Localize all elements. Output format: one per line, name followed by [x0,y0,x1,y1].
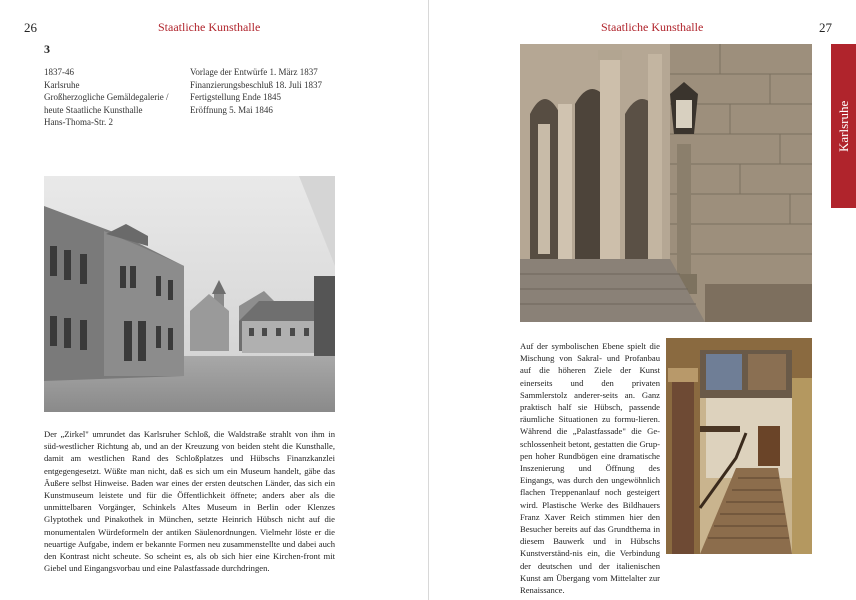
page-number-right: 27 [819,20,832,35]
historic-photo [44,176,335,412]
building-dates [190,66,322,116]
staircase-photo [666,338,812,554]
meta-line: heute Staatliche Kunsthalle [44,104,143,115]
meta-line: Karlsruhe [44,79,80,90]
date-line: Eröffnung 5. Mai 1846 [190,104,273,115]
right-page [428,0,856,600]
date-line: Finanzierungsbeschluß 18. Juli 1837 [190,79,322,90]
body-text-right: Auf der symbolischen Ebene spielt die Mischung von Sakral- und Profanbau auf die höheren Ziele der Kunst einerseits und den privaten Sammlerstolz anderer-seits an. Ganz praktisch half sie Hübsch, passende räumliche Situationen zu formu-lieren. Während die „Palastfassade" die Ge-schlossenheit betont, gestatten die Grup-pen hoher Rundbögen eine dramatische Inszenierung und Öffnung des Eingangs, was durch den ungewöhnlich flachen Treppenanlauf noch gesteigert wird. Plastische Werke des Bildhauers Franz Xaver Reich stimmen hier den Besucher bereits auf das Grundthema in diesem Bauwerk und in Hübschs Kunstverständ-nis ein, die Verbindung der deutschen und der italienischen Kunst am Übergang vom Mittelalter zur Renaissance. [520,341,660,596]
meta-line: Hans-Thoma-Str. 2 [44,117,113,127]
date-line: Vorlage der Entwürfe 1. März 1837 [190,67,318,77]
side-tab-label: Karlsruhe [836,100,851,152]
running-title-right: Staatliche Kunsthalle [601,20,704,34]
meta-line: Großherzogliche Gemäldegalerie / [44,92,169,102]
body-text-left: Der „Zirkel" umrundet das Karlsruher Schloß, die Waldstraße strahlt von ihm in süd-westlicher Richtung ab, und an der Kreuzung von beiden steht die Kunsthalle, damit am westlichen Rand des Schloßplatzes und Hübschs Finanzkanzlei entgegengesetzt. Wüßte man nicht, daß es sich um ein Museum handelt, gäbe das Äußere selbst Hinweise. Baden war eines der ersten deutschen Länder, das sich ein Kunstmuseum leistete und für die Öffentlichkeit öffnete; anders aber als die unmittelbaren Vorgänger, Schinkels Altes Museum in Berlin oder Klenzes Glyptothek und Pinakothek in München, setzte Heinrich Hübsch nicht auf die monumentalen Würdeformeln der antiken Säulenordnungen. Vielmehr löste er die neuartige Aufgabe, indem er bekannte Formen neu zusammenstellte und dabei auch den Kontrast nicht scheute. So scheint es, als ob sich hier eine Kirchen-front mit Giebel und Eingangsvorbau und eine Palastfassade durchdringen. [44,429,335,574]
date-line: Fertigstellung Ende 1845 [190,92,281,102]
page-number-left: 26 [24,20,37,35]
side-tab [831,44,856,208]
building-meta [44,66,168,129]
meta-line: 1837-46 [44,67,74,77]
facade-photo [520,44,812,322]
figure-number: 3 [44,42,50,56]
running-title-left: Staatliche Kunsthalle [158,20,261,34]
